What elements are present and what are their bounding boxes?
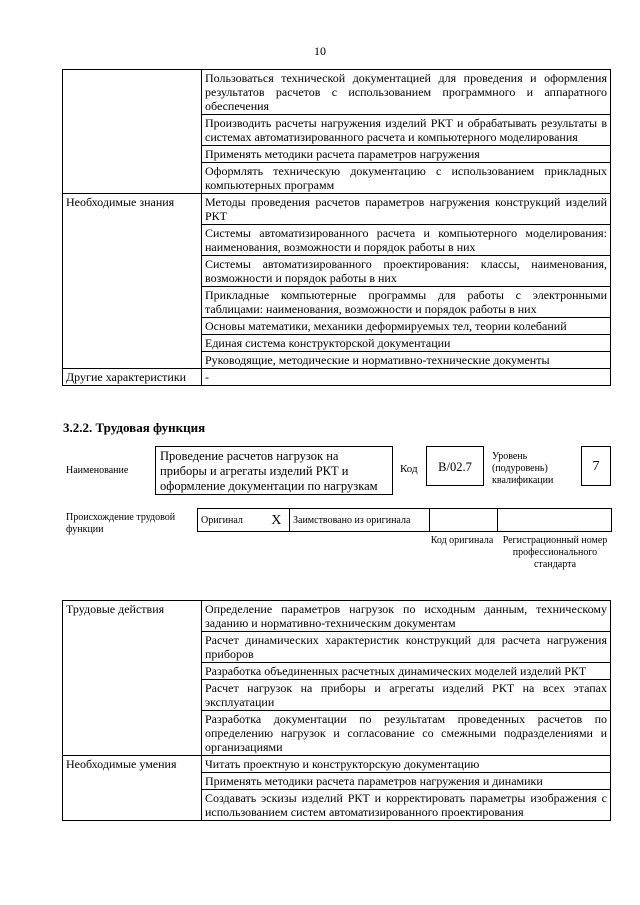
level-label: Уровень (подуровень) квалификации (492, 451, 554, 486)
row-text: Основы математики, механики деформируемых тел, теории колебаний (202, 318, 611, 335)
original-mark: X (264, 509, 290, 532)
row-text: Производить расчеты нагружения изделий РКТ и обрабатывать результаты в системах автоматизированного расчета и компьютерного моделирования (202, 115, 611, 146)
origin-label: Происхождение трудовой функции (66, 512, 176, 535)
requirements-table (62, 69, 611, 386)
row-text: Применять методики расчета параметров нагружения и динамики (202, 773, 611, 790)
row-label-actions: Трудовые действия (63, 601, 202, 756)
row-text: Оформлять техническую документацию с использованием прикладных компьютерных программ (202, 163, 611, 194)
row-text: Руководящие, методические и нормативно-технические документы (202, 352, 611, 369)
labor-actions-table (62, 600, 611, 821)
code-original-label: Код оригинала (430, 535, 494, 546)
row-text: Методы проведения расчетов параметров нагружения конструкций изделий РКТ (202, 194, 611, 225)
page-number: 10 (314, 44, 326, 58)
row-text: Применять методики расчета параметров нагружения (202, 146, 611, 163)
row-label-knowledge: Необходимые знания (63, 194, 202, 369)
row-text: Создавать эскизы изделий РКТ и корректировать параметры изображения с использованием систем автоматизированного проектирования (202, 790, 611, 821)
original-label: Оригинал (198, 509, 264, 532)
table-row (63, 70, 611, 115)
row-text: Определение параметров нагрузок по исходным данным, техническому заданию и нормативно-техническим документам (202, 601, 611, 632)
borrowed-label: Заимствовано из оригинала (290, 509, 430, 532)
row-text: Читать проектную и конструкторскую документацию (202, 756, 611, 773)
original-code-cell (430, 509, 498, 532)
row-text: Единая система конструкторской документации (202, 335, 611, 352)
row-label (63, 70, 202, 194)
table-row (63, 756, 611, 773)
reg-number-cell (498, 509, 612, 532)
name-label: Наименование (66, 465, 129, 476)
row-label-other: Другие характеристики (63, 369, 202, 386)
row-text: - (202, 369, 611, 386)
function-name-box: Проведение расчетов нагрузок на приборы и агрегаты изделий РКТ и оформление документации по нагрузкам (155, 446, 393, 495)
row-text: Расчет динамических характеристик конструкций для расчета нагружения приборов (202, 632, 611, 663)
row-text: Разработка объединенных расчетных динамических моделей изделий РКТ (202, 663, 611, 680)
row-text: Разработка документации по результатам проведенных расчетов по определению нагрузок и согласование со смежными подразделениями и организациями (202, 711, 611, 756)
table-row (63, 601, 611, 632)
row-text: Системы автоматизированного проектирования: классы, наименования, возможности и порядок работы в них (202, 256, 611, 287)
reg-number-label: Регистрационный номер профессионального стандарта (502, 535, 608, 570)
code-label: Код (400, 463, 418, 475)
table-row (63, 194, 611, 225)
origin-table (197, 508, 612, 532)
row-text: Системы автоматизированного расчета и компьютерного моделирования: наименования, возможности и порядок работы в них (202, 225, 611, 256)
row-text: Прикладные компьютерные программы для работы с электронными таблицами: наименования, возможности и порядок работы в них (202, 287, 611, 318)
function-code-box: B/02.7 (426, 446, 484, 486)
row-text: Пользоваться технической документацией для проведения и оформления результатов расчетов с использованием программного и аппаратного обеспечения (202, 70, 611, 115)
section-title: 3.2.2. Трудовая функция (63, 420, 206, 435)
row-label-skills: Необходимые умения (63, 756, 202, 821)
row-text: Расчет нагрузок на приборы и агрегаты изделий РКТ на всех этапах эксплуатации (202, 680, 611, 711)
level-value-box: 7 (581, 446, 611, 486)
table-row (63, 369, 611, 386)
